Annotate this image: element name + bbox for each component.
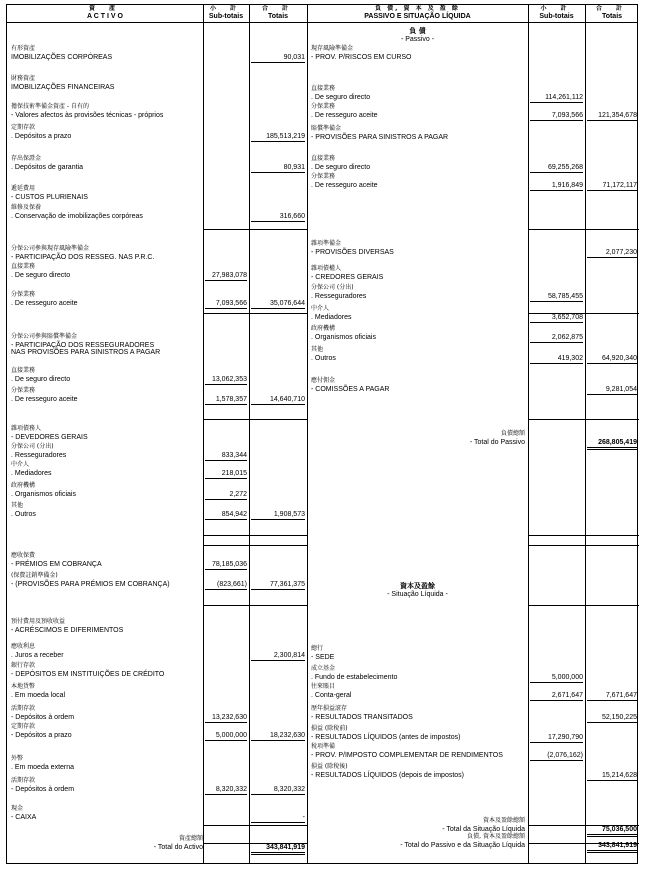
passivo-row-subtotal: 7,093,566 [530,112,583,121]
ruled-line [528,825,585,826]
header-activo-zh: 資 產 [88,5,122,12]
ruled-line [585,843,639,844]
ruled-line [203,825,249,826]
ruled-line [585,229,639,230]
activo-row-label: . Resseguradores [11,452,67,459]
passivo-row-label: - PROVISÕES PARA SINISTROS A PAGAR [311,134,449,141]
activo-row-label: - ACRÉSCIMOS E DIFERIMENTOS [11,627,124,634]
situacao-row-zh: 總行 [311,645,324,652]
ruled-line [585,605,639,606]
activo-row-label: - DEVEDORES GERAIS [11,434,88,441]
passivo-row-total: 9,281,054 [587,386,637,395]
activo-row-label: . Mediadores [11,470,52,477]
passivo-row-subtotal: 114,261,112 [530,94,583,103]
situacao-row-label: - PROV. P/IMPOSTO COMPLEMENTAR DE RENDIMENTOS [311,752,503,759]
header-subtotais-label: Sub-totais [208,13,244,20]
activo-row-label: - Valores afectos às provisões técnicas - próprios [11,112,164,119]
passivo-row-zh: 分保業務 [311,173,336,180]
header-subtotais-right-label: Sub-totais [539,13,574,20]
activo-row-total: 1,908,573 [251,511,305,520]
activo-row-total: 185,513,219 [251,133,305,142]
passivo-row-subtotal: 419,302 [530,355,583,364]
activo-row-subtotal: 1,578,357 [205,396,247,405]
situacao-row-label: - SEDE [311,654,335,661]
passivo-row-label: . De resseguro aceite [311,112,378,119]
passivo-row-zh: 直接業務 [311,155,336,162]
passivo-row-label: - PROVISÕES DIVERSAS [311,249,394,256]
situacao-row-label: - RESULTADOS LÍQUIDOS (antes de impostos) [311,734,461,741]
activo-row-zh: 直接業務 [11,367,36,374]
header-subtotais-right [528,5,585,21]
situacao-row-label: - RESULTADOS TRANSITADOS [311,714,413,721]
passivo-row-zh: 雜項債權人 [311,265,342,272]
activo-row-zh: 定期存款 [11,124,36,131]
activo-row-total: 2,300,814 [251,652,305,661]
header-totais [249,5,307,21]
situacao-title: - Situação Líquida - [387,591,448,598]
situacao-row-label: - Total da Situação Líquida [442,826,525,833]
passivo-row-zh: 雜項準備金 [311,240,342,247]
situacao-row-subtotal: 2,671,647 [530,692,583,701]
situacao-row-total: 52,150,225 [587,714,637,723]
activo-row-subtotal: 78,185,036 [205,561,247,570]
activo-row-zh: 遞延費用 [11,185,36,192]
activo-row-total: 316,660 [251,213,305,222]
activo-row-total: 8,320,332 [251,786,305,795]
situacao-row-total: 343,841,919 [587,842,637,853]
header-subtotais [203,5,249,21]
activo-row-zh: 預付費用及預收收益 [11,618,66,625]
ruled-line [203,535,249,536]
passivo-title: - Passivo - [400,36,435,43]
activo-row-total: 343,841,919 [251,844,305,855]
activo-row-total: 80,931 [251,164,305,173]
activo-row-subtotal: 218,015 [205,470,247,479]
activo-row-label: . De seguro directo [11,272,71,279]
activo-row-label: - CUSTOS PLURIENAIS [11,194,88,201]
activo-row-label: - (PROVISÕES PARA PRÉMIOS EM COBRANÇA) [11,581,170,588]
passivo-row-zh: 中介人 [311,305,330,312]
activo-row-zh: 應收利息 [11,643,36,650]
activo-row-label: . Em moeda externa [11,764,75,771]
passivo-row-label: . Organismos oficiais [311,334,376,341]
header-totais-right-zh: 合 計 [595,5,629,12]
header-activo-label: A C T I V O [87,13,123,20]
activo-row-subtotal: (823,661) [205,581,247,590]
activo-row-label: IMOBILIZAÇÕES FINANCEIRAS [11,84,115,91]
activo-row-zh: 有形資產 [11,45,36,52]
activo-row-total: 18,232,630 [251,732,305,741]
activo-row-total: 90,031 [251,54,305,63]
passivo-row-label: - PROV. P/RISCOS EM CURSO [311,54,412,61]
ruled-line [203,229,249,230]
activo-row-subtotal: 13,062,353 [205,376,247,385]
activo-row-zh: 活期存款 [11,777,36,784]
passivo-row-subtotal: 69,255,268 [530,164,583,173]
activo-row-zh: 分保公司參與現存風險準備金 [11,245,90,252]
activo-row-zh: 其他 [11,502,24,509]
ruled-line [249,825,307,826]
situacao-row-total: 75,036,500 [587,826,637,837]
situacao-row-zh: 損益 (除稅後) [311,763,348,770]
passivo-row-zh: 分保公司 (分出) [311,284,354,291]
passivo-row-label: . Mediadores [311,314,352,321]
activo-row-zh: 定期存款 [11,723,36,730]
activo-row-zh: 分保業務 [11,291,36,298]
ruled-line [249,419,307,420]
activo-row-label: . Depósitos de garantia [11,164,83,171]
passivo-row-label: . De resseguro aceite [311,182,378,189]
activo-row-zh: 外幣 [11,755,24,762]
passivo-row-label: - CREDORES GERAIS [311,274,384,281]
activo-row-label: NAS PROVISÕES PARA SINISTROS A PAGAR [11,349,161,356]
activo-row-label: - Total do Activo [153,844,203,851]
ruled-line [585,535,639,536]
passivo-row-zh: 現存風險準備金 [311,45,354,52]
activo-row-label: - Depósitos a prazo [11,732,72,739]
ruled-line [528,843,585,844]
passivo-row-total: 64,920,340 [587,355,637,364]
situacao-row-zh: 歷年損益滾存 [311,705,348,712]
passivo-row-zh: 其他 [311,346,324,353]
passivo-row-zh: 應付佣金 [311,377,336,384]
activo-row-label: . Depósitos a prazo [11,133,72,140]
passivo-row-label: . De seguro directo [311,94,371,101]
activo-row-total: - [251,814,305,823]
activo-row-subtotal: 7,093,566 [205,300,247,309]
activo-row-zh: 中介人 [11,461,30,468]
activo-row-zh: 銀行存款 [11,662,36,669]
activo-row-subtotal: 5,000,000 [205,732,247,741]
activo-row-zh: 資產總額 [178,835,203,842]
activo-row-zh: 擔保技術準備金資產 - 自有的 [11,103,89,110]
situacao-row-zh: 稅項準備 [311,743,336,750]
situacao-row-zh: 成立基金 [311,665,336,672]
ruled-line [585,313,639,314]
activo-row-label: . Conservação de imobilizações corpóreas [11,213,143,220]
passivo-row-total: 2,077,230 [587,249,637,258]
activo-row-label: - Depósitos à ordem [11,714,75,721]
situacao-row-zh: 資本及盈餘總額 [482,817,525,824]
situacao-row-label: . Conta-geral [311,692,352,699]
passivo-row-zh: 賠償準備金 [311,125,342,132]
activo-row-zh: 應收保費 [11,552,36,559]
ruled-line [249,313,307,314]
activo-row-zh: 分保業務 [11,387,36,394]
activo-row-zh: 政府機構 [11,482,36,489]
header-totais-zh: 合 計 [261,5,295,12]
activo-row-zh: 雜項債務人 [11,425,42,432]
passivo-row-total: 121,354,678 [587,112,637,121]
header-totais-label: Totais [267,13,289,20]
activo-row-label: . De resseguro aceite [11,396,78,403]
header-activo [7,5,203,21]
activo-row-label: - DEPÓSITOS EM INSTITUIÇÕES DE CRÉDITO [11,671,165,678]
activo-row-label: - Depósitos à ordem [11,786,75,793]
ruled-line [249,229,307,230]
ruled-line [528,545,585,546]
ruled-line [528,313,585,314]
activo-row-subtotal: 854,942 [205,511,247,520]
activo-row-zh: 存出保證金 [11,155,42,162]
situacao-row-label: . Fundo de estabelecimento [311,674,398,681]
activo-row-zh: 分保公司參與賠償準備金 [11,333,78,340]
header-totais-right-label: Totais [601,13,623,20]
activo-row-label: . Organismos oficiais [11,491,76,498]
ruled-line [528,605,585,606]
activo-row-label: . Em moeda local [11,692,66,699]
passivo-row-label: . Outros [311,355,336,362]
situacao-row-zh: 損益 (除稅前) [311,725,348,732]
header-passivo-zh: 負 債, 資 本 及 盈 餘 [375,5,460,12]
ruled-line [249,545,307,546]
situacao-title-zh: 資本及盈餘 [400,582,435,590]
activo-row-label: . De resseguro aceite [11,300,78,307]
ruled-line [528,535,585,536]
activo-row-zh: 維修及保養 [11,204,42,211]
activo-row-zh: 分保公司 (分出) [11,443,54,450]
passivo-row-zh: 直接業務 [311,85,336,92]
ruled-line [249,605,307,606]
activo-row-subtotal: 27,983,078 [205,272,247,281]
ruled-line [528,229,585,230]
activo-row-label: . De seguro directo [11,376,71,383]
activo-row-label: . Juros a receber [11,652,64,659]
activo-row-zh: 財務資產 [11,75,36,82]
passivo-row-zh: 負債總額 [500,430,525,437]
activo-row-label: - CAIXA [11,814,37,821]
activo-row-subtotal: 13,232,630 [205,714,247,723]
ruled-line [528,419,585,420]
activo-row-label: . Outros [11,511,36,518]
activo-row-total: 14,640,710 [251,396,305,405]
ruled-line [585,545,639,546]
passivo-row-label: . Resseguradores [311,293,367,300]
passivo-row-total: 268,805,419 [587,439,637,450]
ruled-line [585,419,639,420]
activo-row-label: - PARTICIPAÇÃO DOS RESSEGURADORES [11,342,155,349]
activo-row-label: - PARTICIPAÇÃO DOS RESSEG. NAS P.R.C. [11,254,155,261]
ruled-line [249,843,307,844]
situacao-row-zh: 往來賬目 [311,683,336,690]
header-subtotais-right-zh: 小 計 [540,5,573,12]
situacao-row-total: 15,214,628 [587,772,637,781]
situacao-row-subtotal: (2,076,162) [530,752,583,761]
situacao-row-subtotal: 17,290,790 [530,734,583,743]
passivo-row-label: - Total do Passivo [469,439,525,446]
balance-sheet [6,4,638,864]
passivo-title-zh: 負 債 [409,27,426,35]
ruled-line [249,535,307,536]
situacao-row-total: 7,671,647 [587,692,637,701]
situacao-row-zh: 負債, 資本及盈餘總額 [467,833,525,840]
header-passivo-label: PASSIVO E SITUAÇÃO LÍQUIDA [364,13,471,20]
ruled-line [203,313,249,314]
passivo-row-zh: 政府機構 [311,325,336,332]
passivo-row-subtotal: 1,916,849 [530,182,583,191]
situacao-row-subtotal: 5,000,000 [530,674,583,683]
activo-row-subtotal: 2,272 [205,491,247,500]
situacao-row-label: - Total do Passivo e da Situação Líquida [400,842,525,849]
passivo-row-subtotal: 3,652,708 [530,314,583,323]
activo-row-zh: 本地貨幣 [11,683,36,690]
ruled-line [203,843,249,844]
passivo-row-subtotal: 58,785,455 [530,293,583,302]
activo-row-zh: (保費註銷準備金) [11,572,58,579]
passivo-row-label: . De seguro directo [311,164,371,171]
activo-row-total: 35,076,644 [251,300,305,309]
passivo-row-zh: 分保業務 [311,103,336,110]
ruled-line [203,419,249,420]
activo-row-label: - PRÉMIOS EM COBRANÇA [11,561,102,568]
header-subtotais-zh: 小 計 [209,5,243,12]
situacao-row-label: - RESULTADOS LÍQUIDOS (depois de impostos) [311,772,465,779]
ruled-line [203,605,249,606]
activo-row-zh: 活期存款 [11,705,36,712]
ruled-line [585,825,639,826]
activo-row-subtotal: 8,320,332 [205,786,247,795]
ruled-line [203,545,249,546]
passivo-row-label: - COMISSÕES A PAGAR [311,386,390,393]
activo-row-zh: 現金 [11,805,24,812]
passivo-row-total: 71,172,117 [587,182,637,191]
activo-row-subtotal: 833,344 [205,452,247,461]
header-passivo [307,5,528,21]
passivo-row-subtotal: 2,062,875 [530,334,583,343]
activo-row-label: IMOBILIZAÇÕES CORPÓREAS [11,54,113,61]
header-totais-right [585,5,639,21]
activo-row-total: 77,361,375 [251,581,305,590]
activo-row-zh: 直接業務 [11,263,36,270]
